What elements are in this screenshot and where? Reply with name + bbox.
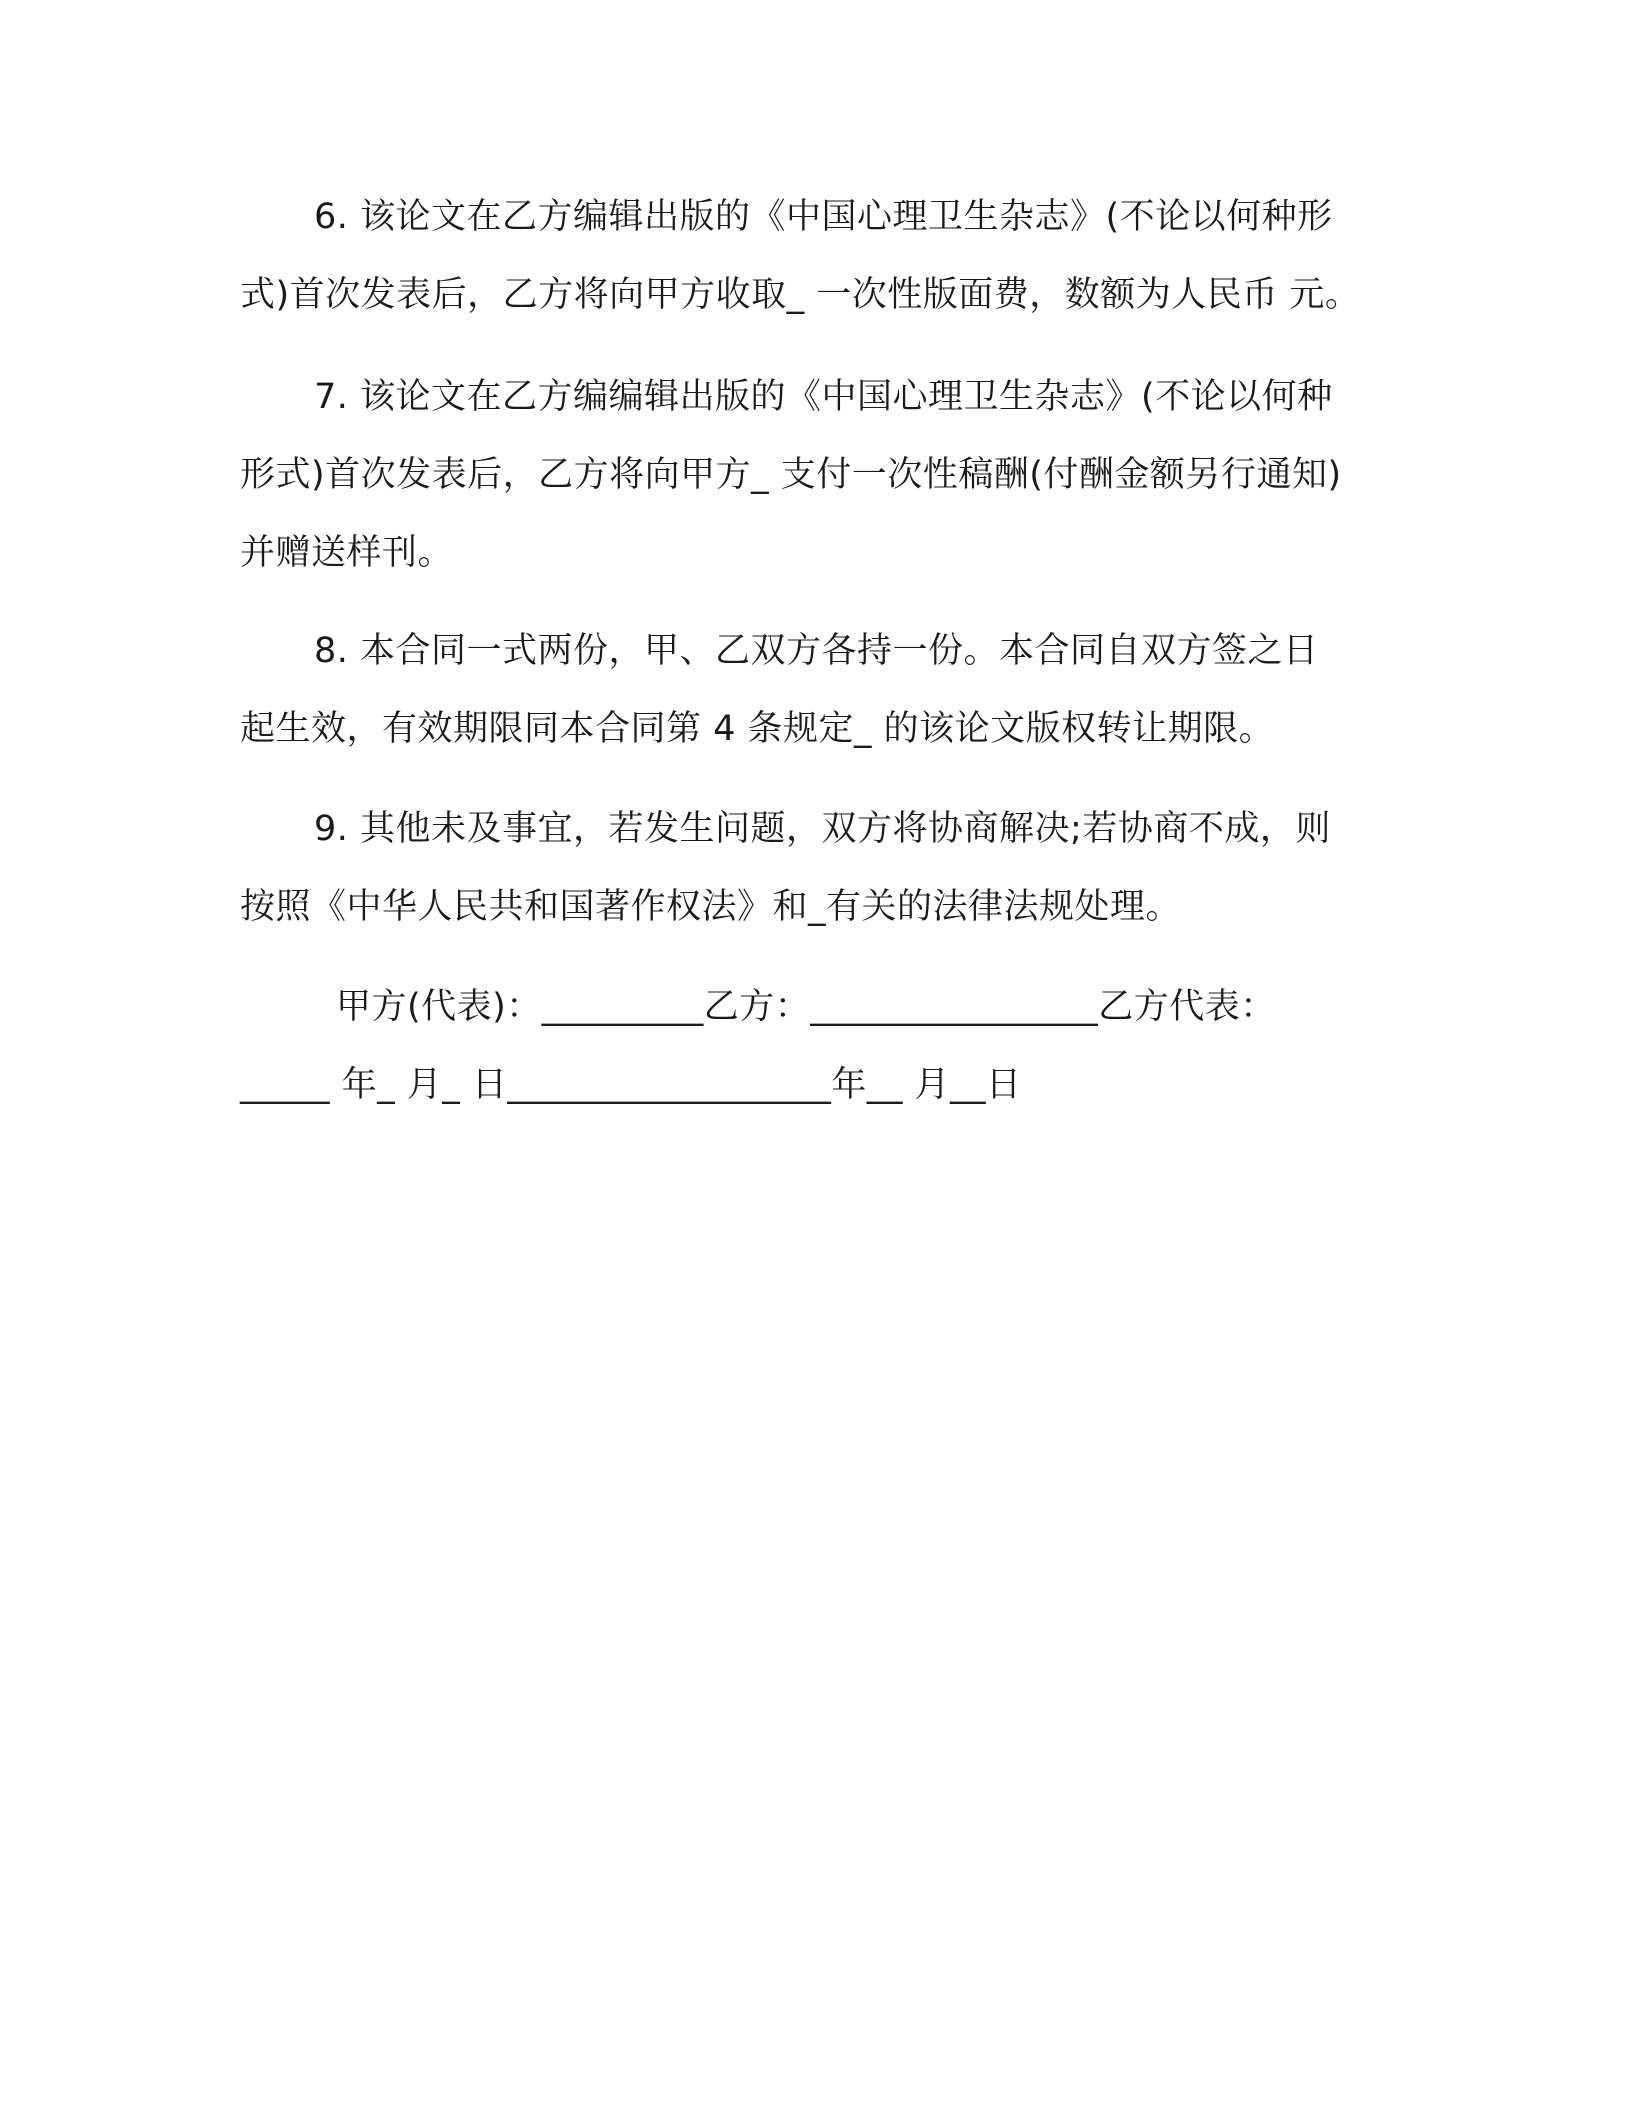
clause-8-line-2: 起生效，有效期限同本合同第 4 条规定_ 的该论文版权转让期限。 [240, 709, 1275, 749]
clause-8-line-1: 8. 本合同一式两份，甲、乙双方各持一份。本合同自双方签之日 [314, 631, 1319, 671]
clause-6-line-1: 6. 该论文在乙方编辑出版的《中国心理卫生杂志》(不论以何种形 [314, 197, 1333, 237]
clause-9-line-2: 按照《中华人民共和国著作权法》和_有关的法律法规处理。 [240, 887, 1182, 927]
signature-block [240, 968, 1400, 1124]
signature-parties-line: 甲方(代表)：_________乙方：________________乙方代表： [336, 987, 1276, 1027]
clause-9 [240, 790, 1400, 946]
clause-7-line-1: 7. 该论文在乙方编编辑出版的《中国心理卫生杂志》(不论以何种 [314, 377, 1333, 417]
clause-9-line-1: 9. 其他未及事宜，若发生问题，双方将协商解决;若协商不成，则 [314, 809, 1331, 849]
clause-6-line-2: 式)首次发表后，乙方将向甲方收取_ 一次性版面费，数额为人民币 元。 [240, 275, 1361, 315]
clause-7-line-3: 并赠送样刊。 [240, 533, 454, 573]
clause-6 [240, 178, 1400, 334]
signature-date-line: _____ 年_ 月_ 日__________________年__ 月__日 [240, 1065, 1022, 1105]
clause-8 [240, 612, 1400, 768]
clause-7 [240, 358, 1400, 592]
clause-7-line-2: 形式)首次发表后，乙方将向甲方_ 支付一次性稿酬(付酬金额另行通知) [240, 455, 1342, 495]
